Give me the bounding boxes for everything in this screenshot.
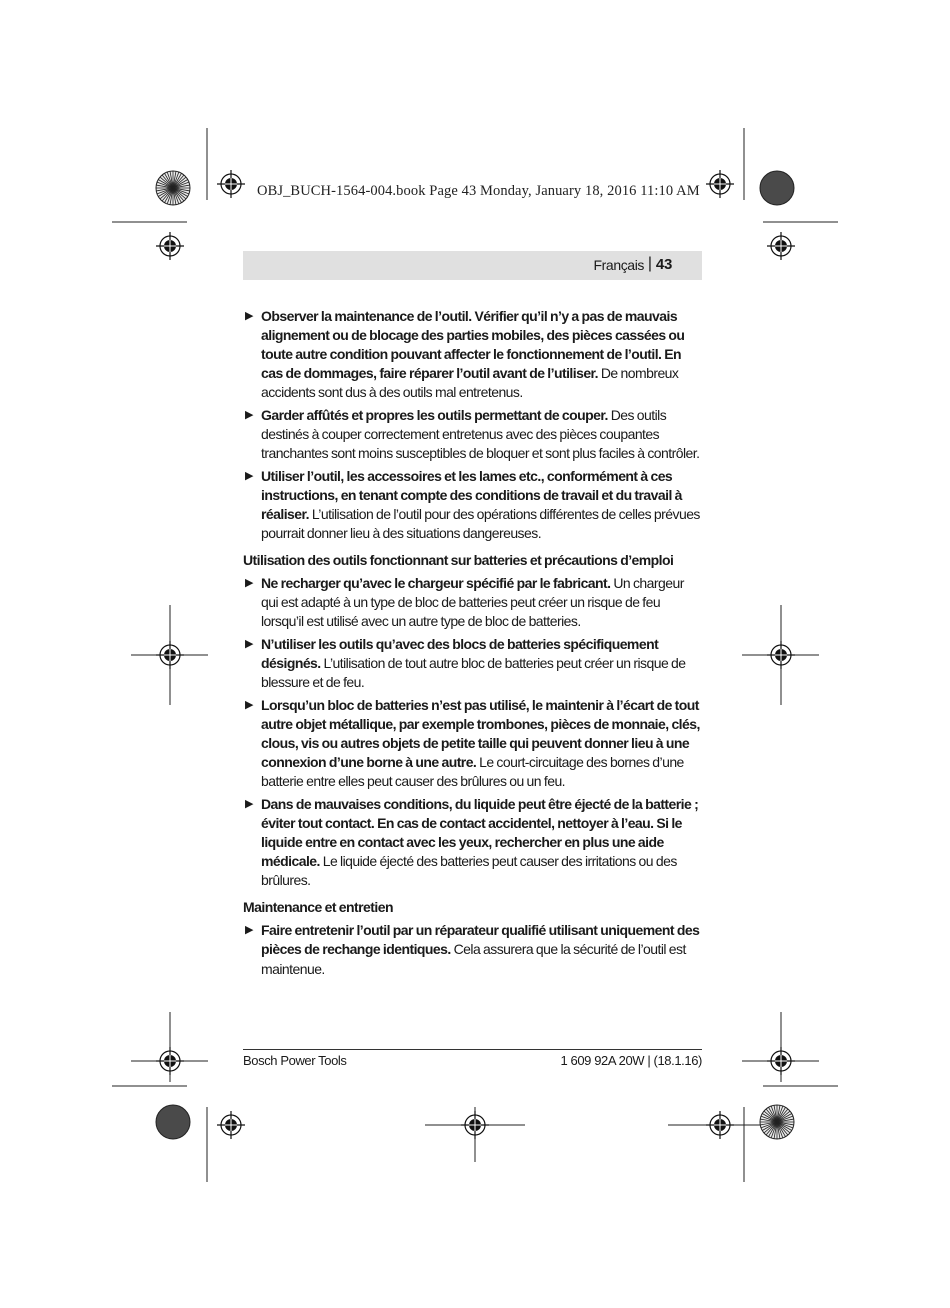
item-bold-text: Observer la maintenance de l’outil. Vérifier qu’il n’y a pas de mauvais alignement ou de blocage des parties mobiles, des pièces cassées ou toute autre condition pouvant affecter le fonctionnement de l’outil. En cas de dommages, faire réparer l’outil avant de l’utiliser. (261, 308, 685, 382)
registration-target-icon (156, 1047, 184, 1075)
item-text: Le court-circuitage des bornes d’une batterie entre elles peut causer des brûlures ou un feu. (261, 754, 684, 790)
item-text: Un chargeur qui est adapté à un type de bloc de batteries peut créer un risque de feu lorsqu’il est utilisé avec un autre type de bloc de batteries. (261, 575, 684, 630)
registration-target-icon (461, 1111, 489, 1139)
registration-target-icon (217, 170, 245, 198)
bullet-icon: ▶ (245, 797, 253, 810)
gray-target-icon (156, 1105, 190, 1139)
header-separator: | (647, 255, 652, 272)
bullet-icon: ▶ (245, 638, 253, 650)
list-item (243, 406, 702, 463)
item-text: Le liquide éjecté des batteries peut causer des irritations ou des brûlures. (261, 853, 677, 889)
item-text: Cela assurera que la sécurité de l’outil est maintenue. (261, 941, 686, 977)
item-text: L’utilisation de tout autre bloc de batteries peut créer un risque de blessure et de feu. (261, 655, 686, 691)
item-list-1 (243, 307, 702, 543)
item-text: L’utilisation de l’outil pour des opérations différentes de celles prévues pourrait donner lieu à des situations dangereuses. (261, 505, 700, 542)
bullet-icon: ▶ (245, 698, 253, 711)
list-item (243, 696, 702, 791)
header-language: Français (593, 257, 644, 273)
item-text: De nombreux accidents sont dus à des outils mal entretenus. (261, 365, 679, 401)
registration-target-icon (217, 1111, 245, 1139)
item-bold-text: Dans de mauvaises conditions, du liquide peut être éjecté de la batterie ; éviter tout contact. En cas de contact accidentel, nettoyer à l’eau. Si le liquide entre en contact avec les yeux, rechercher en plus une aide médicale. (261, 795, 699, 870)
starburst-target-icon (156, 171, 190, 205)
bullet-icon: ▶ (245, 577, 253, 590)
item-list-3 (243, 921, 702, 978)
item-bold-text: Utiliser l’outil, les accessoires et les lames etc., conformément à ces instructions, en tenant compte des conditions de travail et du travail à réaliser. (261, 467, 682, 522)
item-bold-text: Lorsqu’un bloc de batteries n’est pas utilisé, le maintenir à l’écart de tout autre objet métallique, par exemple trombones, pièces de monnaie, clés, clous, vis ou autres objets de petite taille qui peuvent donner lieu à une connexion d’une borne à une autre. (261, 696, 700, 771)
section-heading-batteries: Utilisation des outils fonctionnant sur batteries et précautions d’emploi (243, 552, 674, 569)
footer-brand: Bosch Power Tools (243, 1053, 347, 1068)
registration-target-icon (767, 641, 795, 669)
starburst-target-icon (760, 1105, 794, 1139)
bullet-icon: ▶ (245, 408, 253, 421)
list-item (243, 307, 702, 402)
header-page-number: 43 (655, 256, 672, 273)
print-slug: OBJ_BUCH-1564-004.book Page 43 Monday, January 18, 2016 11:10 AM (257, 183, 700, 199)
footer-rule (243, 1049, 702, 1050)
page-header-bar (243, 251, 702, 280)
item-bold-text: Faire entretenir l’outil par un réparateur qualifié utilisant uniquement des pièces de rechange identiques. (261, 922, 700, 958)
list-item (243, 635, 702, 692)
item-bold-text: N’utiliser les outils qu’avec des blocs de batteries spécifiquement désignés. (261, 636, 659, 672)
list-item (243, 574, 702, 631)
registration-target-icon (156, 641, 184, 669)
item-list-2 (243, 574, 702, 890)
registration-target-icon (767, 232, 795, 260)
section-heading-maintenance: Maintenance et entretien (243, 899, 393, 916)
item-bold-text: Ne recharger qu’avec le chargeur spécifié par le fabricant. (261, 575, 611, 592)
list-item (243, 921, 702, 978)
page-content (243, 307, 702, 982)
list-item (243, 795, 702, 890)
bullet-icon: ▶ (245, 469, 253, 482)
item-text: Des outils destinés à couper correctement entretenus avec des pièces coupantes tranchantes sont moins susceptibles de bloquer et sont plus faciles à contrôler. (261, 406, 700, 462)
registration-target-icon (706, 170, 734, 198)
registration-target-icon (706, 1111, 734, 1139)
gray-target-icon (760, 171, 794, 205)
footer-doc-number: 1 609 92A 20W | (18.1.16) (560, 1053, 702, 1068)
list-item (243, 467, 702, 543)
bullet-icon: ▶ (245, 924, 253, 937)
registration-target-icon (156, 232, 184, 260)
bullet-icon: ▶ (245, 310, 253, 322)
registration-target-icon (767, 1047, 795, 1075)
item-bold-text: Garder affûtés et propres les outils permettant de couper. (261, 406, 608, 423)
